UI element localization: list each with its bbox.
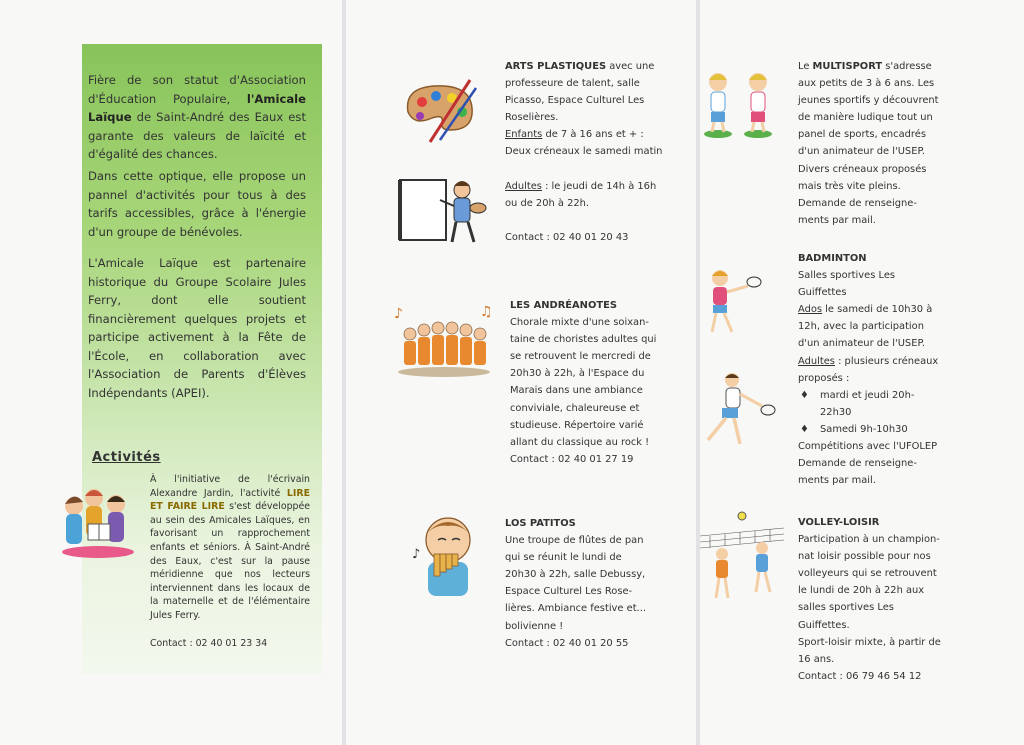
- bullet-icon: ♦: [800, 389, 809, 401]
- kids-multisport-icon: [700, 68, 780, 148]
- lire-contact: Contact : 02 40 01 23 34: [150, 638, 268, 649]
- panflute-boy-icon: [410, 510, 484, 606]
- painter-icon: [396, 176, 488, 250]
- intro-paragraph-1: Fière de son statut d'Association d'Éducation Populaire, l'Amicale Laïque de Saint-André des Eaux est garante des valeurs de laïcité et d'égalité des chances.: [88, 73, 306, 161]
- svg-text:♫: ♫: [480, 304, 493, 320]
- andreanotes-contact: Contact : 02 40 01 27 19: [510, 453, 634, 465]
- amicale-name: l'Amicale Laïque: [88, 91, 306, 124]
- patitos-contact: Contact : 02 40 01 20 55: [505, 637, 629, 649]
- patitos-section: LOS PATITOS Une troupe de flûtes de pan qui se réunit le lundi de 20h30 à 22h, salle Debussy, Espace Culturel Les Rose- lières. Ambiance festive et... bolivienne ! Contact : 02 40 01 20 55: [505, 515, 646, 652]
- arts-section: ARTS PLASTIQUES avec une professeure de talent, salle Picasso, Espace Culturel Les Roselières. Enfants de 7 à 16 ans et + : Deux créneaux le samedi matin Adultes : le jeudi de 14h à 16h ou de 20h à 22h. Contact : 02 40 01 20 43: [505, 58, 662, 246]
- arts-contact: Contact : 02 40 01 20 43: [505, 231, 629, 243]
- multisport-section: Le MULTISPORT s'adresse aux petits de 3 à 6 ans. Les jeunes sportifs y découvrent de manière ludique tout un panel de sports, encadrés d'un animateur de l'USEP. Divers créneaux proposés mais très vite pleins. Demande de renseigne- ments par mail.: [798, 61, 939, 226]
- choir-icon: [392, 300, 496, 384]
- reading-children-icon: [58, 484, 138, 564]
- volley-contact: Contact : 06 79 46 54 12: [798, 670, 922, 682]
- svg-text:♪: ♪: [394, 306, 403, 322]
- svg-text:♪: ♪: [412, 547, 421, 562]
- volley-section: VOLLEY-LOISIR Participation à un champion- nat loisir possible pour nos volleyeurs qui se retrouvent le lundi de 20h à 22h aux salles sportives Les Guiffettes. Sport-loisir mixte, à partir de 16 ans. Contact : 06 79 46 54 12: [798, 514, 941, 685]
- bullet-icon: ♦: [800, 423, 809, 435]
- andreanotes-section: LES ANDRÉANOTES Chorale mixte d'une soixan- taine de choristes adultes qui se retrouvent le mercredi de 20h30 à 22h, à l'Espace du Marais dans une ambiance conviviale, chaleureuse et studieuse. Répertoire varié allant du classique au rock ! Contact : 02 40 01 27 19: [510, 297, 656, 468]
- volleyball-icon: [700, 510, 784, 606]
- activites-heading: Activités: [92, 450, 161, 465]
- intro-paragraph-2: Dans cette optique, elle propose un pannel d'activités pour tous à des tarifs accessibles, grâce à l'énergie d'un groupe de bénévoles.: [88, 169, 306, 239]
- intro-paragraph-3: L'Amicale Laïque est partenaire historique du Groupe Scolaire Jules Ferry, dont elle soutient financièrement quelques projets et participe activement à la Fête de l'École, en collaboration avec l'Association de Parents d'Élèves Indépendants (APEI).: [88, 256, 306, 400]
- palette-icon: [400, 78, 480, 148]
- badminton-girl-icon: [702, 266, 766, 344]
- badminton-section: BADMINTON Salles sportives Les Guiffettes Ados le samedi de 10h30 à 12h, avec la participation d'un animateur de l'USEP. Adultes : plusieurs créneaux proposés : ♦ mardi et jeudi 20h- 22h30 ♦ Samedi 9h-10h30 Compétitions avec l'UFOLEP Demande de renseigne- ments par mail.: [798, 253, 939, 487]
- lire-faire-lire-text: À l'initiative de l'écrivain Alexandre Jardin, l'activité LIRE ET FAIRE LIRE s'est développée au sein des Amicales Laïques, en favorisant un rapprochement enfants et séniors. À Saint-André des Eaux, c'est sur la pause méridienne que nos lecteurs interviennent dans les locaux de la maternelle et de l'élémentaire Jules Ferry.: [150, 474, 311, 621]
- badminton-man-icon: [702, 370, 782, 454]
